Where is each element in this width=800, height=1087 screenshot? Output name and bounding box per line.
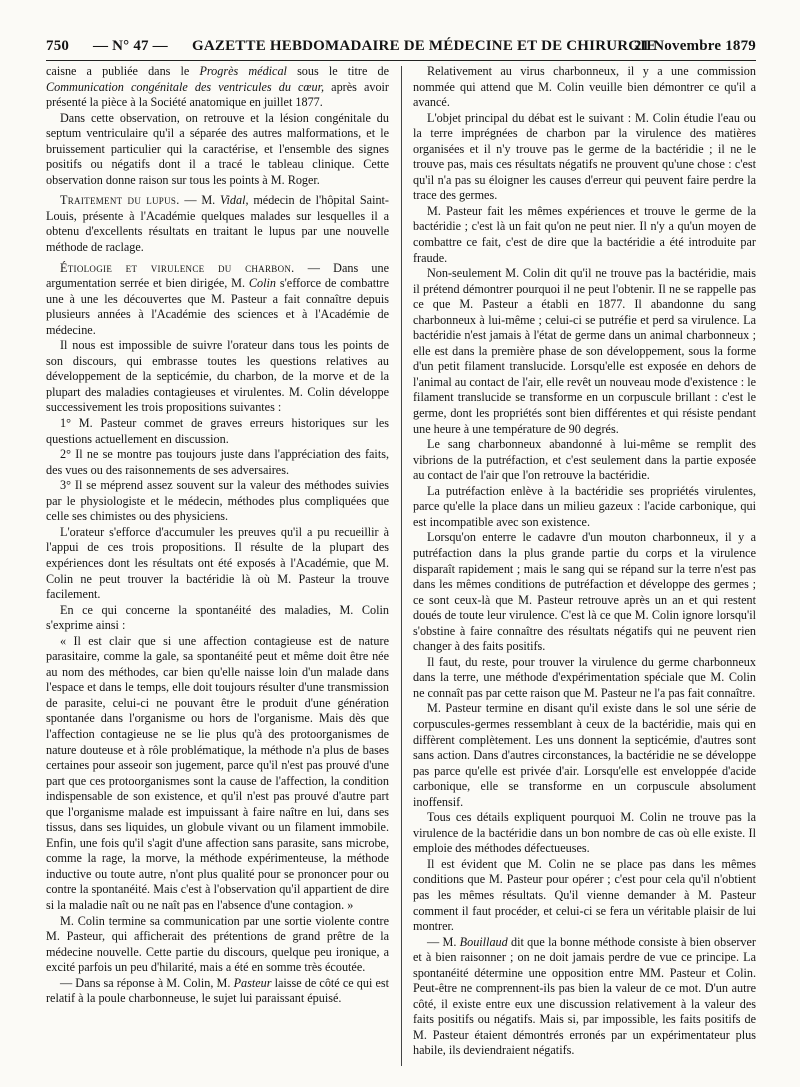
section-charbon: Étiologie et virulence du charbon. — Dans une argumentation serrée et bien dirigée, M. Colin s'efforce de combattre une à une les découvertes que M. Pasteur a fait connaître depuis plusieurs années à l'Académie des sciences et à l'Académie de médecine.	[46, 260, 389, 337]
section-lupus: Traitement du lupus. — M. Vidal, médecin de l'hôpital Saint-Louis, présente à l'Académie quelques malades sur lesquelles il a obtenu d'excellents résultats en traitant le lupus par une nouvelle méthode de raclage.	[46, 193, 389, 255]
issue-date: 21 Novembre 1879	[633, 38, 756, 54]
paragraph: L'orateur s'efforce d'accumuler les preuves qu'il a pu recueillir à l'appui de ces trois propositions. Il résulte de la plupart des expériences dont les résultats ont été exposés à l'Académie, que M. Colin ne peut trouver la bactéridie là où M. Pasteur la trouve facilement.	[46, 524, 389, 602]
journal-title: GAZETTE HEBDOMADAIRE DE MÉDECINE ET DE CHIRURGIE	[192, 38, 657, 54]
paragraph: — Dans sa réponse à M. Colin, M. Pasteur laisse de côté ce qui est relatif à la poule charbonneuse, le sujet lui paraissant épuisé.	[46, 975, 389, 1006]
paragraph: 1° M. Pasteur commet de graves erreurs historiques sur les questions actuellement en discussion.	[46, 416, 389, 446]
paragraph: Relativement au virus charbonneux, il y a une commission nommée qui attend que M. Colin veuille bien démontrer ce qu'il a avancé.	[413, 64, 756, 110]
quotation: « Il est clair que si une affection contagieuse est de nature parasitaire, comme la gale, sa spontanéité peut et même doit être née au nom des méthodes, car bien qu'elle naisse loin d'un malade dans l'espace et dans le temps, elle doit toujours résulter d'une transmission de parasite, celui-ci ne pouvant être le produit d'une génération spontanée dans l'organisme ou hors de l'organisme. Mais dès que l'affection contagieuse ne se lie plus qu'à des protoorganismes de nature douteuse et à rôle problématique, la méthode n'a plus de bases certaines pour asseoir son jugement, parce qu'il n'est pas prouvé d'une part que ces protoorganismes sont la cause de l'affection, la condition indispensable de son existence, et qu'il n'est pas prouvé d'autre part que l'organisme malade est impuissant à faire naître en lui, dans ses tissus, dans ses liquides, un globule vivant ou un filament immobile. Enfin, une fois qu'il s'agit d'une affection sans parasite, sans microbe, comme la rage, la morve, la méthode expérimenteuse, la méthode inductive ou toute autre, n'ont plus qualité pour se prononcer pour ou contre la spontanéité. Mais c'est à l'observation qu'il appartient de dire si la maladie naît ou ne naît pas en l'absence d'une contagion. »	[46, 633, 389, 912]
right-column	[413, 64, 756, 1069]
paragraph: Dans cette observation, on retrouve et la lésion congénitale du septum ventriculaire qu'il a séparée des autres malformations, et le bruissement particulier qui la caractérise, et l'ensemble des signes positifs ou négatifs dont il a tracé le tableau clinique. Cette observation donne raison sur tous les points à M. Roger.	[46, 110, 389, 187]
running-header	[46, 38, 756, 60]
paragraph: Tous ces détails expliquent pourquoi M. Colin ne trouve pas la virulence de la bactéridie dans un bon nombre de cas où elle existe. Il emploie des méthodes défectueuses.	[413, 810, 756, 856]
paragraph: — M. Bouillaud dit que la bonne méthode consiste à bien observer et à bien raisonner ; on ne doit jamais perdre de vue ce principe. La spontanéité détermine une opposition entre MM. Pasteur et Colin. Peut-être ne comprennent-ils pas bien la valeur de ce mot. D'un autre côté, il existe entre eux une discussion relativement à la valeur des faits positifs ou négatifs. Mais si, par impossible, les faits positifs de M. Pasteur étaient démontrés erronés par un expérimentateur plus habile, ils deviendraient négatifs.	[413, 934, 756, 1058]
paragraph: Non-seulement M. Colin dit qu'il ne trouve pas la bactéridie, mais il prétend démontrer pourquoi il ne peut l'obtenir. Il ne se rappelle pas ce que M. Pasteur a établi en 1877. Il abandonne du sang charbonneux à lui-même ; celui-ci se putréfie et perd sa virulence. La bactéridie n'est jamais à l'état de germe dans un animal charbonneux ; elle est dans la première phase de son développement, sous la forme d'un petit filament translucide. Lorsqu'elle est exposée en dehors de l'animal au contact de l'air, elle revêt un nouveau mode d'existence : le filament translucide se transforme en un corpuscule brillant : c'est le germe, dont les propriétés sont bien différentes et qui résiste pendant une heure à une température de 90 degrés.	[413, 266, 756, 436]
paragraph: L'objet principal du débat est le suivant : M. Colin étudie l'eau ou la terre imprégnées de charbon par la virulence des matières organisées et il n'y trouve pas le germe de la bactéridie ; il ne le trouve pas, mais ces résultats négatifs ne prouvent qu'une chose : c'est qu'il n'a pas su éloigner les causes d'erreur qui peuvent faire perdre la trace des germes.	[413, 110, 756, 203]
paragraph: caisne a publiée dans le Progrès médical sous le titre de Communication congénitale des ventricules du cœur, après avoir présenté la pièce à la Société anatomique en juillet 1877.	[46, 64, 389, 110]
paragraph: En ce qui concerne la spontanéité des maladies, M. Colin s'exprime ainsi :	[46, 602, 389, 633]
page-number: 750	[46, 38, 70, 54]
paragraph: M. Colin termine sa communication par une sortie violente contre M. Pasteur, qui afficherait des prétentions de grand prêtre de la médecine nouvelle. Cette partie du discours, quelque peu ironique, a excité parfois un peu d'hilarité, mais a été en somme très écoutée.	[46, 913, 389, 975]
paragraph: M. Pasteur termine en disant qu'il existe dans le sol une série de corpuscules-germes ressemblant à ceux de la bactéridie, mais qui en diffèrent complètement. Les uns donnent la septicémie, d'autres sont sans action. Dans d'autres circonstances, la bactéridie ne se développe pas parce qu'elle est privée d'air. Lorsqu'elle est enveloppée d'acide carbonique, elle se transforme en un corpuscule absolument inoffensif.	[413, 701, 756, 809]
issue-number: — N° 47 —	[93, 38, 168, 54]
paragraph: 2° Il ne se montre pas toujours juste dans l'appréciation des faits, des vues ou des raisonnements de ses adversaires.	[46, 447, 389, 477]
paragraph: Il est évident que M. Colin ne se place pas dans les mêmes conditions que M. Pasteur pour opérer ; c'est pour cela qu'il n'obtient pas les mêmes résultats. Qu'il vienne demander à M. Pasteur comment il faut procéder, et celui-ci se fera un véritable plaisir de lui montrer.	[413, 856, 756, 934]
paragraph: 3° Il se méprend assez souvent sur la valeur des méthodes suivies par le physiologiste et le médecin, méthodes plus compliquées que celle ses chimistes ou des physiciens.	[46, 478, 389, 524]
paragraph: M. Pasteur fait les mêmes expériences et trouve le germe de la bactéridie ; c'est là un fait qu'on ne peut nier. Il n'y a qu'un moyen de combattre ce fait, c'est de dire que la bactéridie a été introduite par fraude.	[413, 203, 756, 265]
paragraph: Il faut, du reste, pour trouver la virulence du germe charbonneux dans la terre, une méthode d'expérimentation spéciale que M. Colin ne connaît pas par cette raison que M. Pasteur ne l'a pas fait connaître.	[413, 654, 756, 700]
section-heading: Étiologie et virulence du charbon.	[60, 260, 295, 275]
paragraph: Le sang charbonneux abandonné à lui-même se remplit des vibrions de la putréfaction, et c'est seulement dans la partie exposée au contact de l'air que l'on retrouve la bactéridie.	[413, 437, 756, 483]
column-divider	[401, 66, 402, 1066]
paragraph: Lorsqu'on enterre le cadavre d'un mouton charbonneux, il y a putréfaction dans la plus grande partie du corps et la virulence disparaît rapidement ; mais le sang qui se répand sur la terre n'est pas dans les mêmes conditions de putréfaction et développe des germes ; ce sont ceux-là que M. Pasteur retrouve après un an et qui restent doués de toute leur virulence. C'est là ce que M. Colin ignore lorsqu'il s'obstine à faire connaître des résultats négatifs qui ne peuvent rien changer à des faits positifs.	[413, 530, 756, 654]
header-rule	[46, 60, 756, 61]
paragraph: La putréfaction enlève à la bactéridie ses propriétés virulentes, parce qu'elle la place dans un milieu gazeux : l'acide carbonique, qui est incompatible avec son existence.	[413, 483, 756, 529]
section-heading: Traitement du lupus.	[60, 193, 180, 208]
paragraph: Il nous est impossible de suivre l'orateur dans tous les points de son discours, qui embrasse toutes les questions relatives au développement de la septicémie, du charbon, de la morve et de la plupart des maladies contagieuses et virulentes. M. Colin développe successivement les trois propositions suivantes :	[46, 338, 389, 415]
left-column	[46, 64, 389, 1069]
